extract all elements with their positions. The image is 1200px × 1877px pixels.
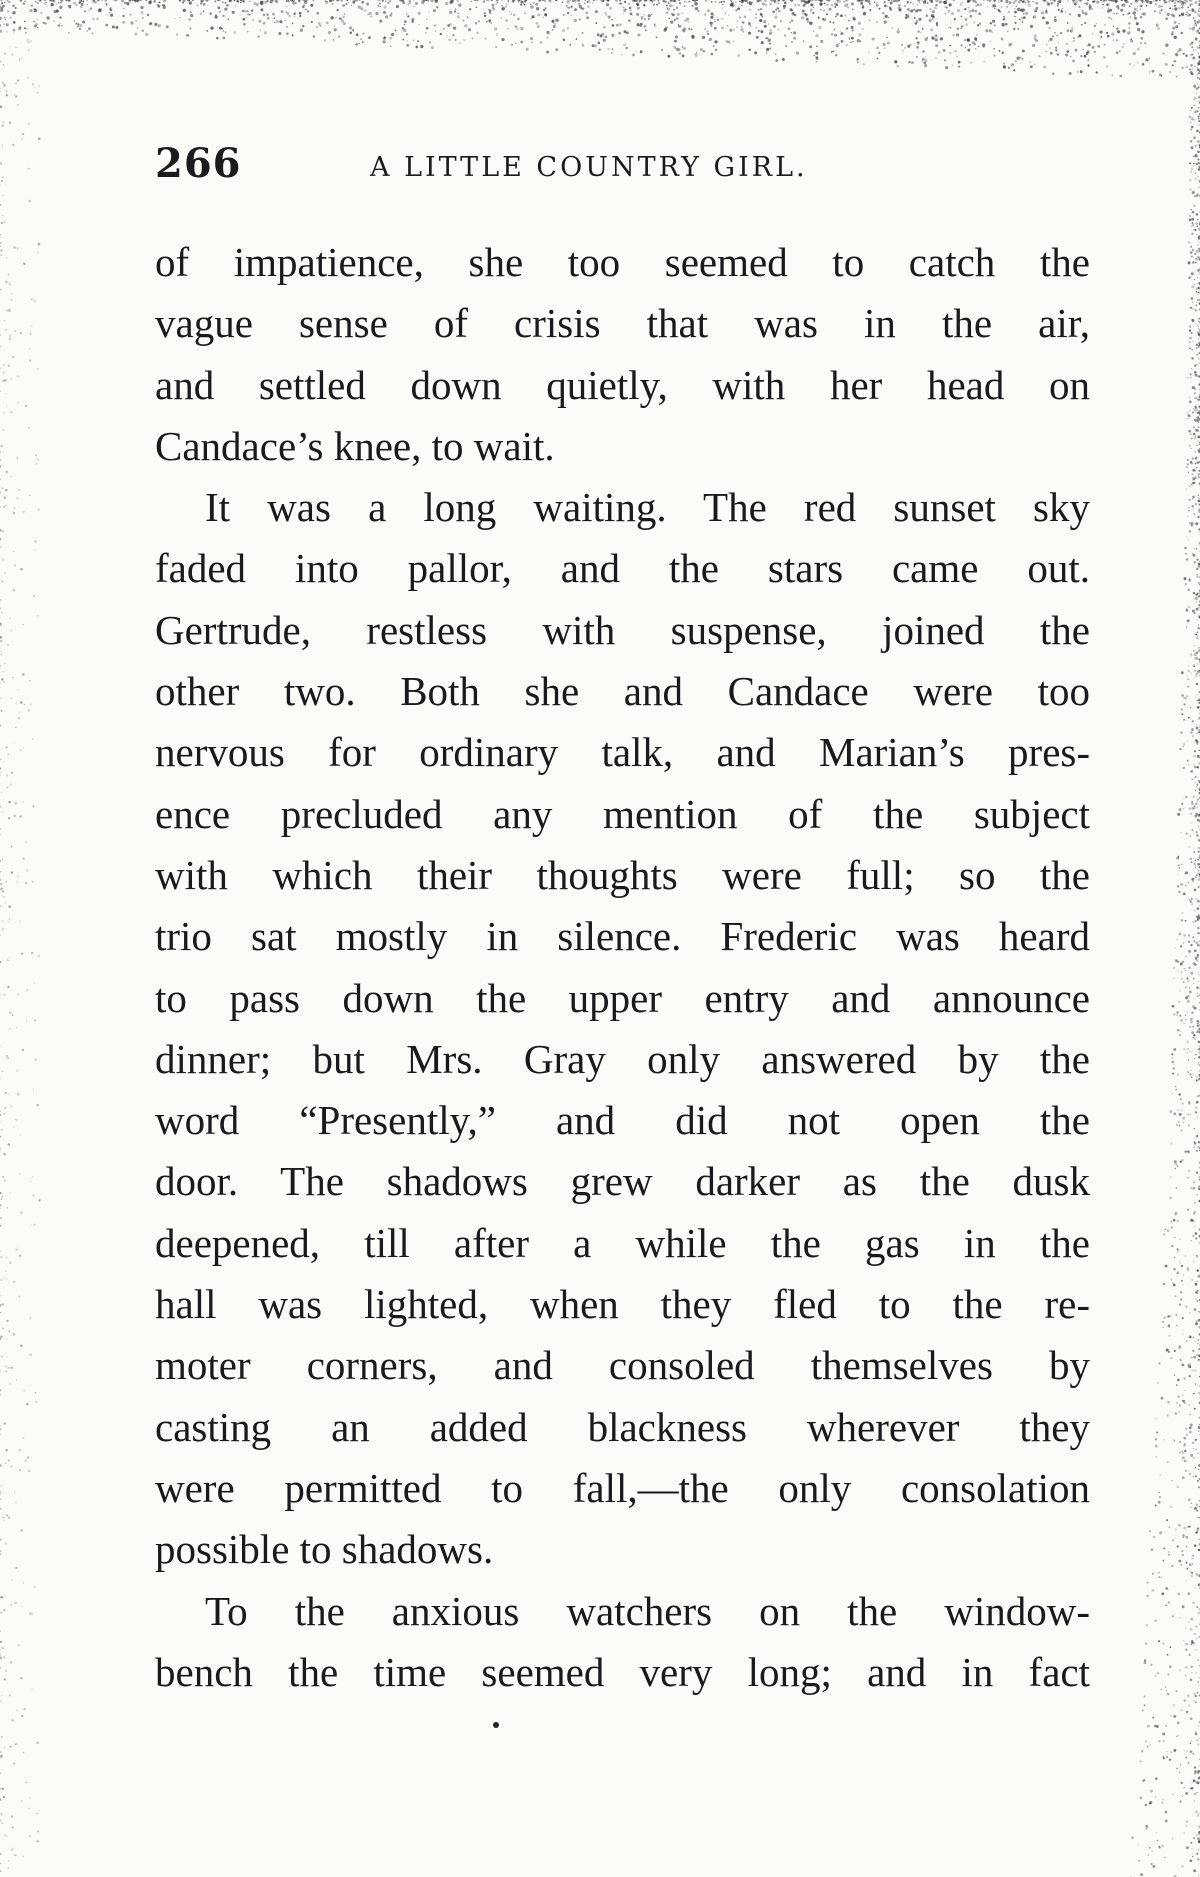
text-line: of impatience, she too seemed to catch the <box>155 239 1090 285</box>
text-line: hall was lighted, when they fled to the re- <box>155 1281 1090 1328</box>
text-line: faded into pallor, and the stars came out. <box>155 545 1090 592</box>
running-title: A LITTLE COUNTRY GIRL. <box>370 152 808 183</box>
page-number: 266 <box>155 140 242 187</box>
text-line: with which their thoughts were full; so the <box>155 851 1090 898</box>
text-line: bench the time seemed very long; and in fact <box>155 1648 1090 1695</box>
text-line: vague sense of crisis that was in the air, <box>155 300 1090 347</box>
text-line: to pass down the upper entry and announce <box>155 974 1090 1021</box>
text-line: Candace’s knee, to wait. <box>155 422 555 469</box>
text-line: and settled down quietly, with her head on <box>155 361 1090 408</box>
text-line: word “Presently,” and did not open the <box>155 1097 1090 1144</box>
text-line: Gertrude, restless with suspense, joined the <box>155 606 1090 653</box>
printer-mark <box>493 1722 499 1728</box>
text-line: casting an added blackness wherever they <box>155 1403 1090 1450</box>
text-line: other two. Both she and Candace were too <box>155 668 1090 715</box>
text-line: possible to shadows. <box>155 1526 494 1573</box>
text-line: trio sat mostly in silence. Frederic was heard <box>155 913 1090 960</box>
page-header <box>155 140 915 190</box>
body-text <box>155 232 1090 1703</box>
text-line: dinner; but Mrs. Gray only answered by the <box>155 1035 1090 1082</box>
text-line: door. The shadows grew darker as the dusk <box>155 1158 1090 1205</box>
text-line: ence precluded any mention of the subject <box>155 790 1090 837</box>
text-line: deepened, till after a while the gas in the <box>155 1219 1090 1266</box>
text-line: were permitted to fall,—the only consolation <box>155 1464 1090 1511</box>
text-line: nervous for ordinary talk, and Marian’s pres- <box>155 729 1090 776</box>
text-line: It was a long waiting. The red sunset sky <box>205 484 1090 531</box>
text-line: moter corners, and consoled themselves by <box>155 1342 1090 1389</box>
text-line: To the anxious watchers on the window- <box>205 1587 1090 1634</box>
